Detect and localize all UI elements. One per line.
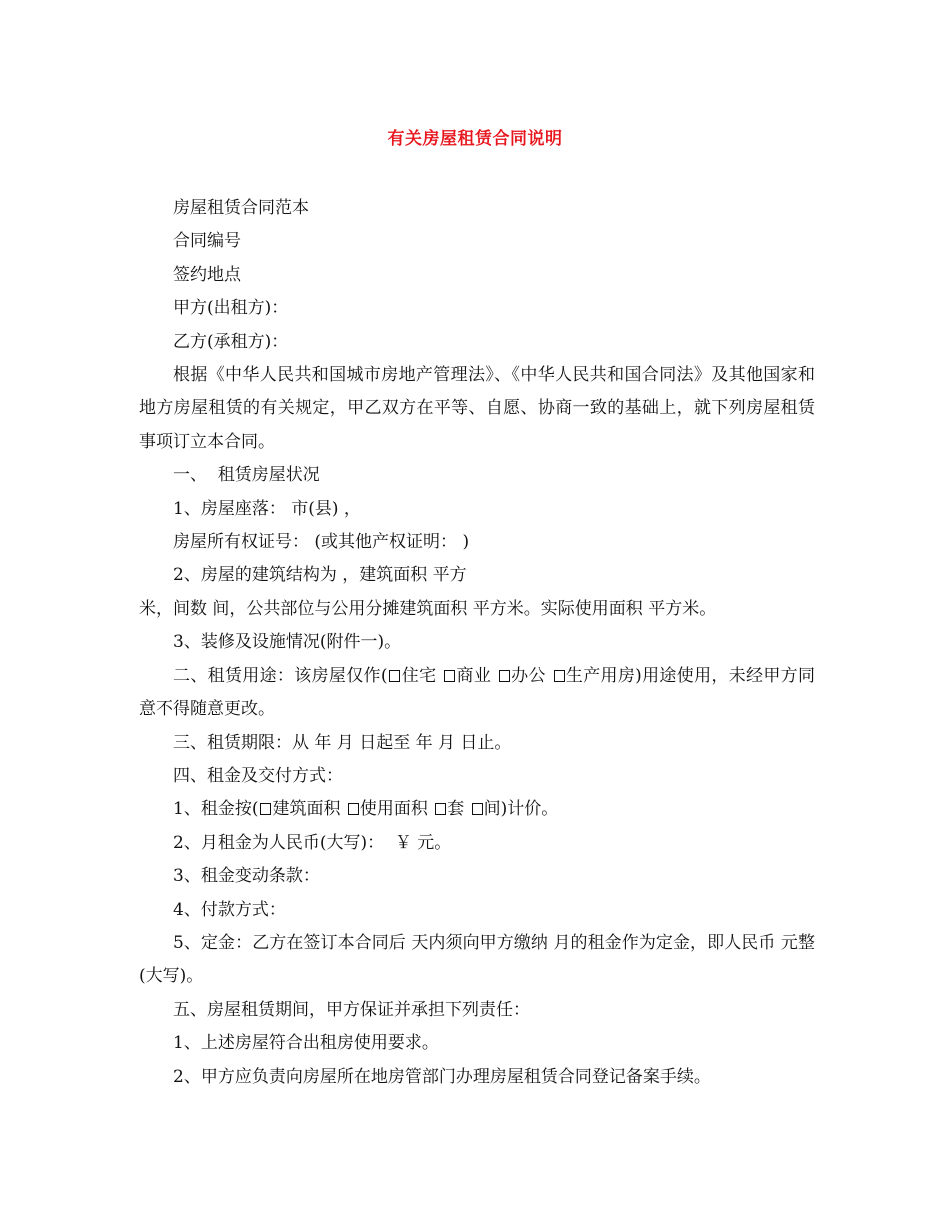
contract-template-heading: 房屋租赁合同范本 xyxy=(173,198,309,218)
ownership-certificate-line: 房屋所有权证号： (或其他产权证明： ) xyxy=(173,532,470,553)
section-5-heading: 五、房屋租赁期间，甲方保证并承担下列责任： xyxy=(173,999,530,1020)
section-1-heading: 一、 租赁房屋状况 xyxy=(173,465,320,486)
document-title: 有关房屋租赁合同说明 xyxy=(387,129,563,149)
clause-1-2-area: 米，间数 间，公共部位与公用分摊建筑面积 平方米。实际使用面积 平方米。 xyxy=(139,598,717,619)
pricing-usable-area-label: 使用面积 xyxy=(359,799,434,820)
usage-office-label: 办公 xyxy=(510,665,552,686)
clause-4-3-rent-change: 3、租金变动条款： xyxy=(173,866,320,887)
party-a-line: 甲方(出租方)： xyxy=(173,298,289,319)
checkbox-icon xyxy=(435,803,446,815)
clause-5-2: 2、甲方应负责向房屋所在地房管部门办理房屋租赁合同登记备案手续。 xyxy=(173,1066,711,1087)
clause-4-2-monthly-rent: 2、月租金为人民币(大写)： ￥ 元。 xyxy=(173,832,452,853)
clause-4-5-deposit: 5、定金：乙方在签订本合同后 天内须向甲方缴纳 月的租金作为定金，即人民币 元整(大写)。 xyxy=(139,932,815,987)
clause-4-4-payment-method: 4、付款方式： xyxy=(173,899,286,920)
usage-prefix: 二、租赁用途：该房屋仅作( xyxy=(173,665,388,686)
preamble-paragraph: 根据《中华人民共和国城市房地产管理法》、《中华人民共和国合同法》及其他国家和地方房屋租赁的有关规定，甲乙双方在平等、自愿、协商一致的基础上，就下列房屋租赁事项订立本合同。 xyxy=(139,365,815,452)
clause-1-3-decoration: 3、装修及设施情况(附件一)。 xyxy=(173,632,402,653)
pricing-prefix: 1、租金按( xyxy=(173,799,259,820)
party-b-line: 乙方(承租方)： xyxy=(173,331,289,352)
clause-5-1: 1、上述房屋符合出租房使用要求。 xyxy=(173,1033,439,1054)
section-4-heading: 四、租金及交付方式： xyxy=(173,765,343,786)
checkbox-icon xyxy=(499,670,510,682)
contract-number-line: 合同编号 xyxy=(173,231,241,252)
usage-residential-label: 住宅 xyxy=(401,665,443,686)
checkbox-icon xyxy=(389,670,400,682)
document-body xyxy=(139,192,815,1094)
checkbox-icon xyxy=(260,803,271,815)
clause-1-2-structure: 2、房屋的建筑结构为 ，建筑面积 平方 xyxy=(173,565,467,586)
clause-4-1-pricing xyxy=(139,793,815,826)
checkbox-icon xyxy=(444,670,455,682)
pricing-building-area-label: 建筑面积 xyxy=(272,799,346,820)
usage-commercial-label: 商业 xyxy=(456,665,497,686)
pricing-unit-label: 套 xyxy=(447,799,470,820)
section-2-usage xyxy=(139,660,815,727)
usage-production-label: 生产用房)用途使用，未经甲方同意不得随意更改。 xyxy=(139,665,815,720)
checkbox-icon xyxy=(472,803,483,815)
clause-1-1-location: 1、房屋座落： 市(县) ， xyxy=(173,498,361,519)
signing-place-line: 签约地点 xyxy=(173,264,241,285)
checkbox-icon xyxy=(348,803,359,815)
section-3-term: 三、租赁期限：从 年 月 日起至 年 月 日止。 xyxy=(173,732,512,753)
checkbox-icon xyxy=(554,670,565,682)
pricing-room-label: 间)计价。 xyxy=(483,799,559,820)
